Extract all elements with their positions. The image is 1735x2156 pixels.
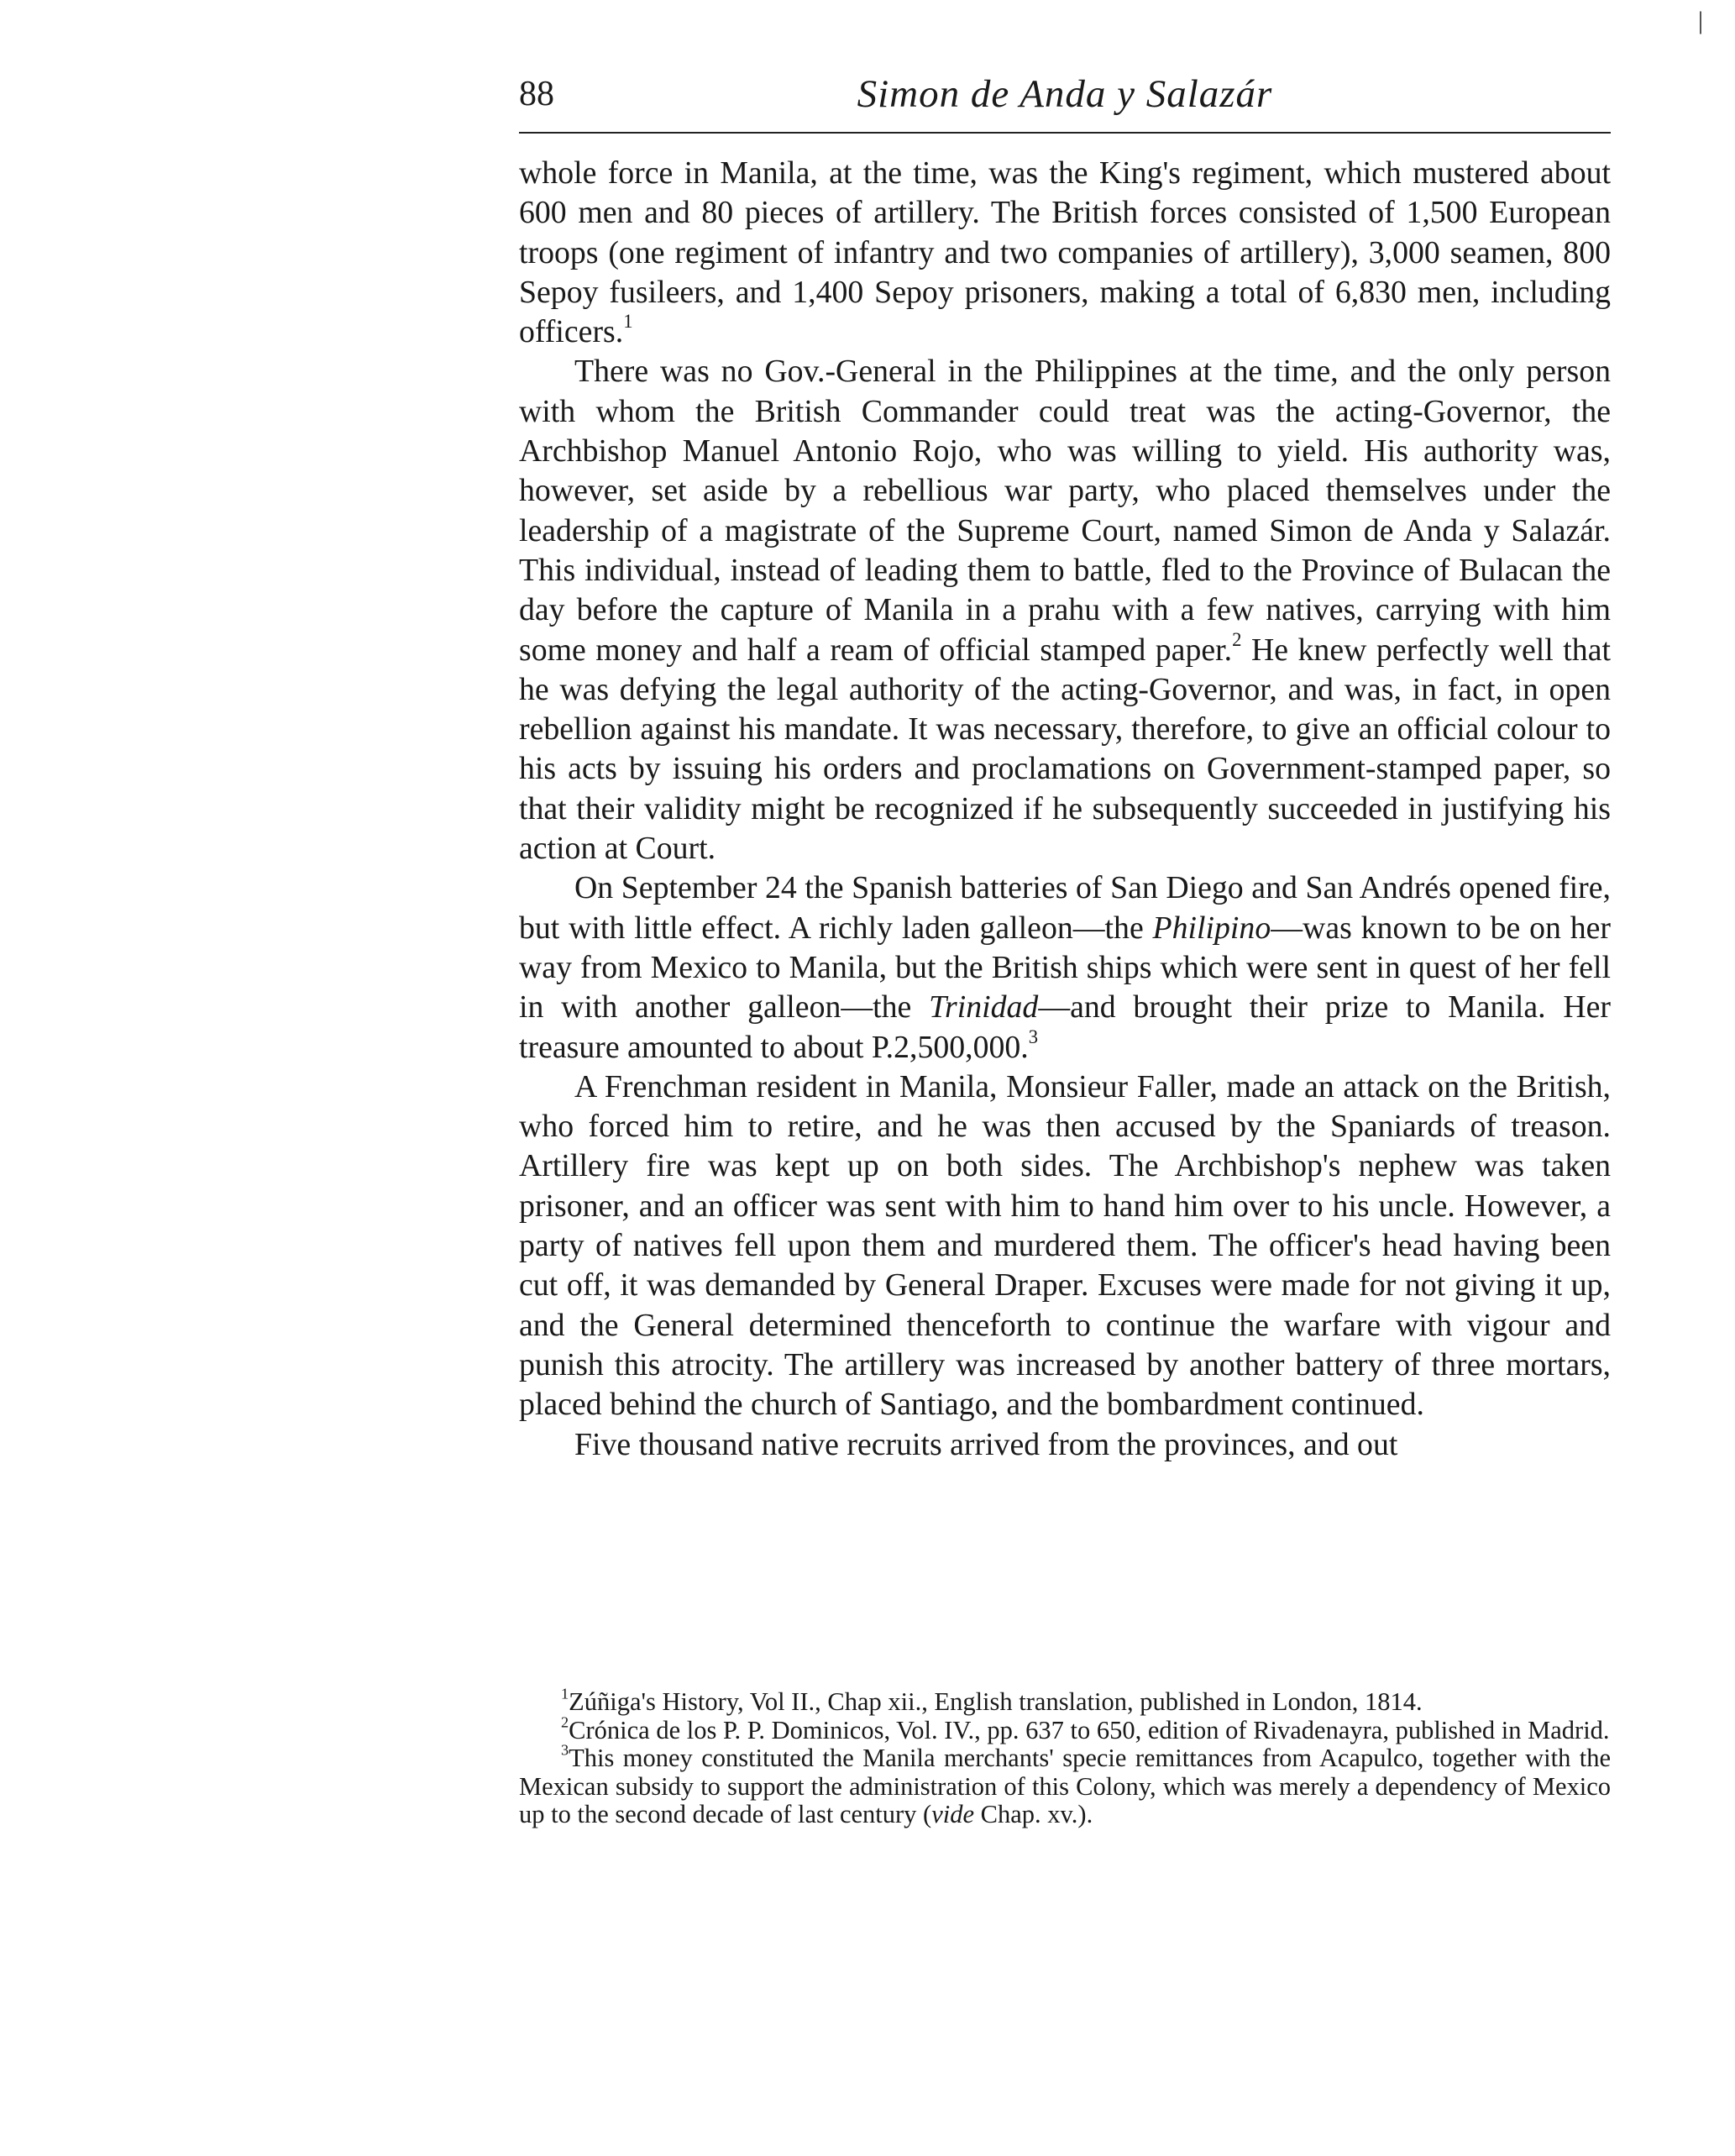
footnote-1: $^1$Zúñiga's History, Vol II., Chap xii., English translation, published in London, 1814. — [561, 1685, 1423, 1716]
vide-italic: vide — [931, 1800, 975, 1829]
paragraph-3: On September 24 the Spanish batteries of San Diego and San Andrés opened fire, but with little effect. A richly laden galleon—the Philipino—was known to be on her way from Mexico to Manila, but the British ships which were sent in quest of her fell in with another galleon—the Trinidad—and brought their prize to Manila. Her treasure amounted to about P.2,500,000.$^3$ — [519, 870, 1612, 1065]
body-text — [519, 154, 1611, 1465]
paragraph-1: whole force in Manila, at the time, was the King's regiment, which mustered about 600 men and 80 pieces of artillery. The British forces consisted of 1,500 European troops (one regiment of infantry and two companies of artillery), 3,000 seamen, 800 Sepoy fusileers, and 1,400 Sepoy prisoners, making a total of 6,830 men, including officers.$^1$ — [519, 155, 1611, 350]
footnote-mark-2: 2 — [561, 1713, 569, 1730]
footnote-mark-1: 1 — [561, 1685, 569, 1702]
page-edge-mark: | — [1698, 7, 1704, 34]
running-title: Simon de Anda y Salazár — [857, 72, 1273, 116]
paragraph-5: Five thousand native recruits arrived from the provinces, and out — [574, 1426, 1398, 1462]
paragraph-4: A Frenchman resident in Manila, Monsieur Faller, made an attack on the British, who forced him to retire, and he was then accused by the Spaniards of treason. Artillery fire was kept up on both sides. The Archbishop's nephew was taken prisoner, and an officer was sent with him to hand him over to his uncle. However, a party of natives fell upon them and murdered them. The officer's head having been cut off, it was demanded by General Draper. Excuses were made for not giving it up, and the General determined thenceforth to continue the warfare with vigour and punish this atrocity. The artillery was increased by another battery of three mortars, placed behind the church of Santiago, and the bombardment continued. — [519, 1068, 1611, 1423]
footnote-ref-1: 1 — [623, 311, 633, 333]
ship-name-philipino: Philipino — [1152, 910, 1271, 946]
paragraph-2: There was no Gov.-General in the Philippines at the time, and the only person with whom the British Commander could treat was the acting-Governor, the Archbishop Manuel Antonio Rojo, who was willing to yield. His authority was, however, set aside by a rebellious war party, who placed themselves under the leadership of a magistrate of the Supreme Court, named Simon de Anda y Salazár. This individual, instead of leading them to battle, fled to the Province of Bulacan the day before the capture of Manila in a prahu with a few natives, carrying with him some money and half a ream of official stamped paper.$^2$ He knew perfectly well that he was defying the legal authority of the acting-Governor, and was, in fact, in open rebellion against his mandate. It was necessary, therefore, to give an official colour to his acts by issuing his orders and proclamations on Government-stamped paper, so that their validity might be recognized if he subsequently succeeded in justifying his action at Court. — [519, 354, 1611, 867]
footnote-mark-3: 3 — [561, 1741, 569, 1759]
page-number: 88 — [519, 75, 554, 113]
footnote-ref-2: 2 — [1232, 628, 1242, 650]
header-rule — [519, 132, 1611, 134]
footnotes — [519, 1685, 1611, 1829]
running-head — [519, 69, 1611, 119]
footnote-2: $^2$Crónica de los P. P. Dominicos, Vol. IV., pp. 637 to 650, edition of Rivadenayra, published in Madrid. — [561, 1713, 1610, 1744]
ship-name-trinidad: Trinidad — [929, 989, 1039, 1026]
footnote-ref-3: 3 — [1028, 1026, 1039, 1047]
footnote-3: $^3$This money constituted the Manila merchants' specie remittances from Acapulco, together with the Mexican subsidy to support the administration of this Colony, which was merely a dependency of Mexico up to the second decade of last century (vide Chap. xv.). — [519, 1741, 1611, 1829]
